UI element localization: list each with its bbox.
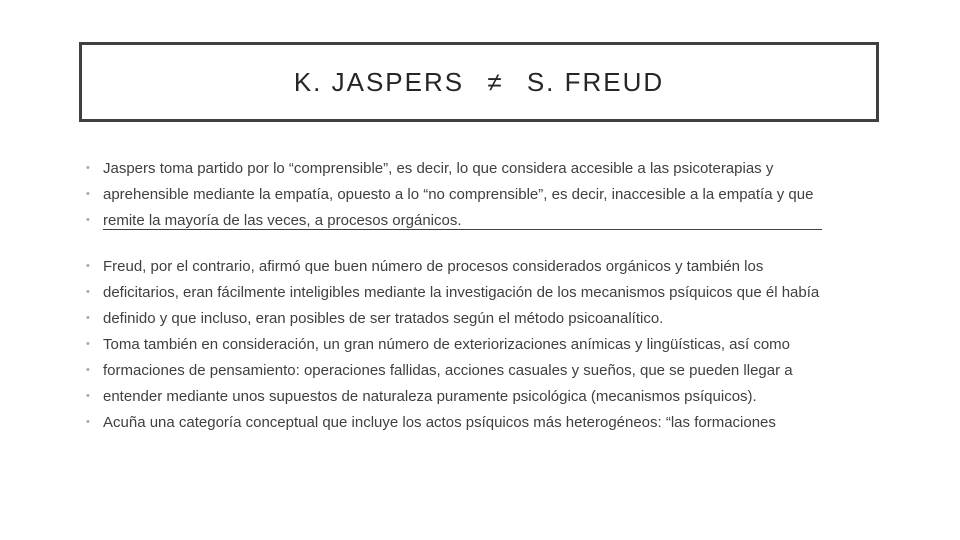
title-left: K. JASPERS — [293, 66, 465, 97]
bullet-dot-icon: • — [86, 286, 90, 298]
bullet-text: formaciones de pensamiento: operaciones fallidas, acciones casuales y sueños, que se pueden llegar a — [103, 362, 793, 379]
bullet-dot-icon: • — [86, 390, 90, 402]
bullet-list — [86, 160, 886, 440]
spacer — [86, 239, 886, 258]
bullet-text: Jaspers toma partido por lo “comprensible”, es decir, lo que considera accesible a las psicoterapias y — [103, 160, 774, 177]
bullet-item — [86, 362, 886, 379]
bullet-item — [86, 310, 886, 327]
bullet-item — [86, 160, 886, 177]
bullet-dot-icon: • — [86, 214, 90, 226]
bullet-text: entender mediante unos supuestos de naturaleza puramente psicológica (mecanismos psíquicos). — [103, 388, 757, 405]
bullet-text: definido y que incluso, eran posibles de ser tratados según el método psicoanalítico. — [103, 310, 664, 327]
bullet-item — [86, 212, 886, 230]
bullet-item — [86, 388, 886, 405]
bullet-item — [86, 414, 886, 431]
bullet-item — [86, 284, 886, 301]
title-right: S. FREUD — [526, 66, 665, 97]
bullet-dot-icon: • — [86, 162, 90, 174]
bullet-dot-icon: • — [86, 312, 90, 324]
bullet-item — [86, 258, 886, 275]
bullet-dot-icon: • — [86, 364, 90, 376]
bullet-text: aprehensible mediante la empatía, opuesto a lo “no comprensible”, es decir, inaccesible a la empatía y que — [103, 186, 814, 203]
not-equal-symbol: ≠ — [487, 66, 504, 97]
slide-title — [294, 67, 664, 98]
bullet-dot-icon: • — [86, 188, 90, 200]
bullet-text: deficitarios, eran fácilmente inteligibles mediante la investigación de los mecanismos psíquicos que él había — [103, 284, 820, 301]
bullet-dot-icon: • — [86, 338, 90, 350]
bullet-text: Toma también en consideración, un gran número de exteriorizaciones anímicas y lingüísticas, así como — [103, 336, 791, 353]
bullet-dot-icon: • — [86, 260, 90, 272]
bullet-dot-icon: • — [86, 416, 90, 428]
bullet-item — [86, 186, 886, 203]
title-box — [79, 42, 879, 122]
bullet-text: Freud, por el contrario, afirmó que buen número de procesos considerados orgánicos y también los — [103, 258, 764, 275]
bullet-item — [86, 336, 886, 353]
bullet-text: Acuña una categoría conceptual que incluye los actos psíquicos más heterogéneos: “las formaciones — [103, 414, 776, 431]
bullet-text: remite la mayoría de las veces, a procesos orgánicos. — [103, 212, 822, 230]
